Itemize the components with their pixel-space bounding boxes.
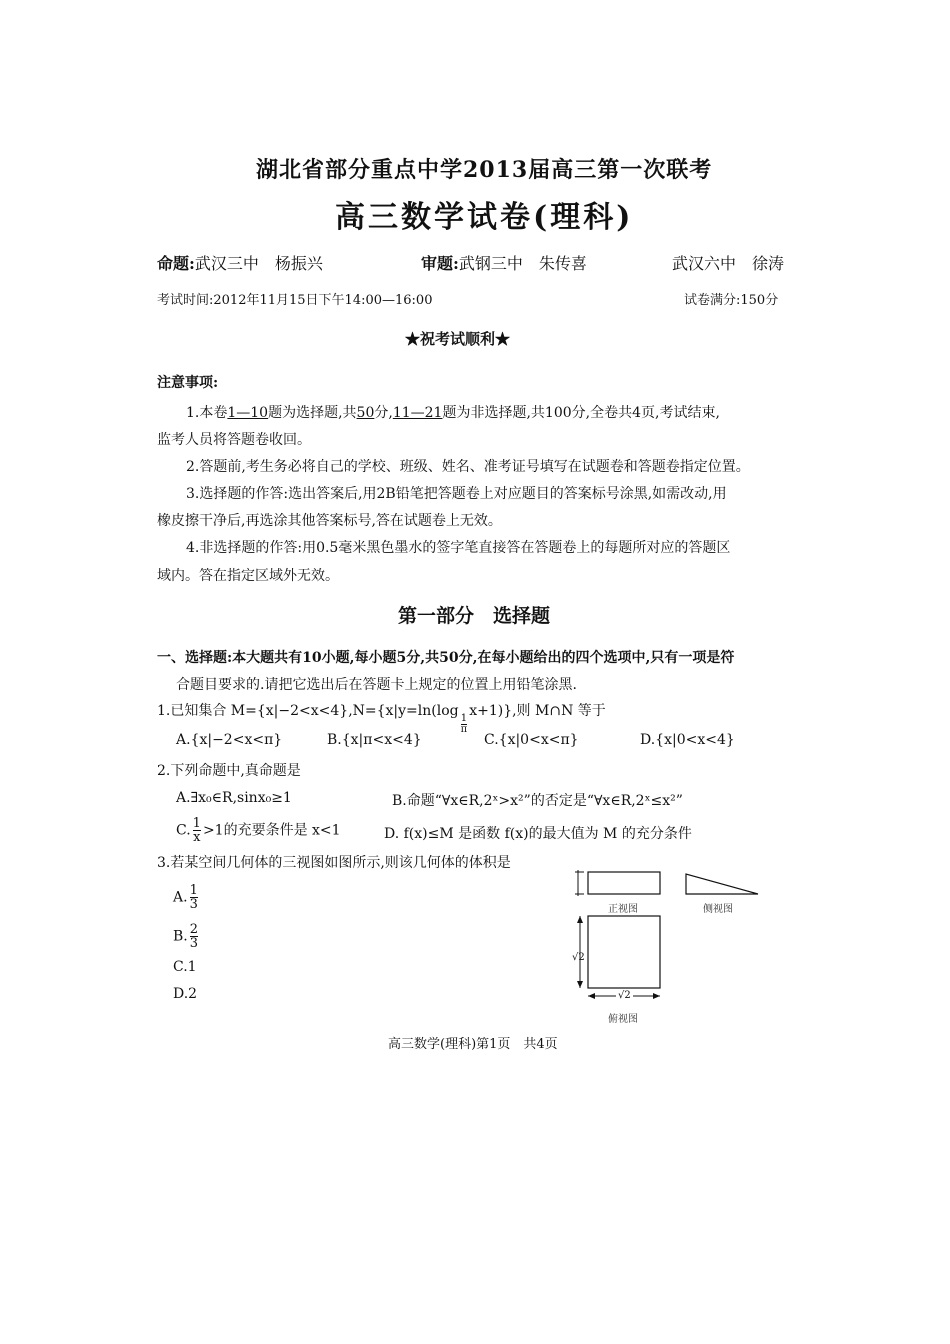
note-1-range-1: 1—10 — [227, 405, 269, 421]
side-view-label: 侧视图 — [703, 904, 733, 915]
q2-option-c-den: x — [193, 830, 201, 845]
note-2: 2.答题前,考生务必将自己的学校、班级、姓名、准考证号填写在试题卷和答题卷指定位置。 — [186, 459, 750, 475]
reviewer-line — [421, 251, 587, 274]
section-intro-line-1: 一、选择题:本大题共有10小题,每小题5分,共50分,在每小题给出的四个选项中,只有一项是符 — [157, 650, 735, 666]
note-1-text-a: 1.本卷 — [186, 405, 228, 421]
note-3-line-1: 3.选择题的作答:选出答案后,用2B铅笔把答题卷上对应题目的答案标号涂黑,如需改动,用 — [186, 486, 727, 502]
section-intro-line-2: 合题目要求的.请把它选出后在答题卡上规定的位置上用铅笔涂黑. — [176, 677, 577, 693]
note-4-line-2: 域内。答在指定区域外无效。 — [157, 568, 339, 584]
reviewer-name-2: 武汉六中 徐涛 — [672, 254, 785, 273]
front-view-label: 正视图 — [608, 904, 638, 915]
q3-option-b-den: 3 — [189, 936, 199, 951]
arrow-head — [577, 916, 583, 923]
q2-option-c — [176, 817, 341, 844]
note-1-text-d: 题为非选择题,共100分,全卷共4页,考试结束, — [442, 405, 720, 421]
arrow-head — [577, 981, 583, 988]
proposer-name: 武汉三中 杨振兴 — [194, 254, 323, 273]
note-3-line-2: 橡皮擦干净后,再选涂其他答案标号,答在试题卷上无效。 — [157, 513, 502, 529]
q2-option-c-text: >1的充要条件是 x<1 — [202, 822, 341, 839]
q2-option-d: D. f(x)≤M 是函数 f(x)的最大值为 M 的充分条件 — [384, 826, 692, 842]
q1-stem-a: 1.已知集合 M={x|−2<x<4},N={x|y=ln(log — [157, 703, 459, 719]
q3-option-a-fraction — [190, 884, 198, 911]
exam-title: 湖北省部分重点中学2013届高三第一次联考 — [256, 157, 713, 183]
q2-option-c-fraction — [193, 817, 201, 844]
note-4-line-1: 4.非选择题的作答:用0.5毫米黑色墨水的签字笔直接答在答题卷上的每题所对应的答题区 — [186, 540, 731, 556]
arrow-head — [653, 993, 660, 999]
q2-option-c-label: C. — [176, 822, 191, 839]
q1-stem — [157, 700, 606, 735]
front-view-rect — [588, 872, 660, 894]
top-view-square — [588, 916, 660, 988]
q3-option-d: D.2 — [173, 986, 198, 1002]
q1-option-a: A.{x|−2<x<π} — [176, 732, 283, 748]
q2-option-c-num: 1 — [192, 816, 201, 831]
q1-option-c: C.{x|0<x<π} — [484, 732, 579, 748]
note-1-line-2: 监考人员将答题卷收回。 — [157, 432, 311, 448]
q3-option-a-num: 1 — [189, 883, 198, 898]
full-score: 试卷满分:150分 — [684, 293, 779, 308]
bottom-length-label: √2 — [618, 990, 631, 1001]
q1-stem-b: x+1)},则 M∩N 等于 — [469, 703, 606, 719]
three-view-figure — [570, 866, 780, 1026]
note-1-range-2: 11—21 — [392, 405, 443, 421]
page-footer: 高三数学(理科)第1页 共4页 — [388, 1037, 558, 1052]
note-1-line-1 — [186, 402, 720, 422]
q3-option-a-label: A. — [173, 889, 188, 906]
q3-option-b — [173, 923, 200, 950]
q2-option-b: B.命题“∀x∈R,2ˣ>x²”的否定是“∀x∈R,2ˣ≤x²” — [392, 793, 683, 809]
exam-time: 考试时间:2012年11月15日下午14:00—16:00 — [157, 293, 433, 308]
note-1-text-b: 题为选择题,共 — [268, 405, 357, 421]
side-length-label: √2 — [572, 952, 585, 963]
q3-stem: 3.若某空间几何体的三视图如图所示,则该几何体的体积是 — [157, 855, 511, 871]
reviewer-label: 审题: — [421, 254, 459, 273]
side-view-triangle — [686, 874, 758, 894]
q1-log-base-num: 1 — [460, 713, 468, 724]
note-1-text-c: 分, — [374, 405, 393, 421]
q1-log-base — [461, 714, 468, 735]
q2-stem: 2.下列命题中,真命题是 — [157, 763, 301, 779]
proposer-label: 命题: — [157, 254, 195, 273]
q2-option-a: A.∃x₀∈R,sinx₀≥1 — [176, 790, 292, 806]
good-luck-banner: ★祝考试顺利★ — [405, 330, 511, 348]
top-view-label: 俯视图 — [608, 1014, 638, 1025]
q1-option-b: B.{x|π<x<4} — [327, 732, 422, 748]
proposer-line — [157, 251, 323, 274]
q1-option-d: D.{x|0<x<4} — [640, 732, 735, 748]
q3-option-c: C.1 — [173, 959, 197, 975]
q3-option-b-label: B. — [173, 928, 188, 945]
reviewer-name-1: 武钢三中 朱传喜 — [458, 254, 587, 273]
note-1-score: 50 — [356, 405, 375, 421]
paper-title: 高三数学试卷(理科) — [335, 200, 634, 235]
q3-option-b-fraction — [190, 923, 198, 950]
section-title: 第一部分 选择题 — [398, 605, 551, 627]
arrow-head — [588, 993, 595, 999]
q3-option-a — [173, 884, 200, 911]
q3-option-b-num: 2 — [189, 922, 199, 937]
notes-heading: 注意事项: — [157, 375, 219, 391]
q1-log-base-den: π — [460, 724, 468, 735]
q3-option-a-den: 3 — [189, 897, 198, 912]
